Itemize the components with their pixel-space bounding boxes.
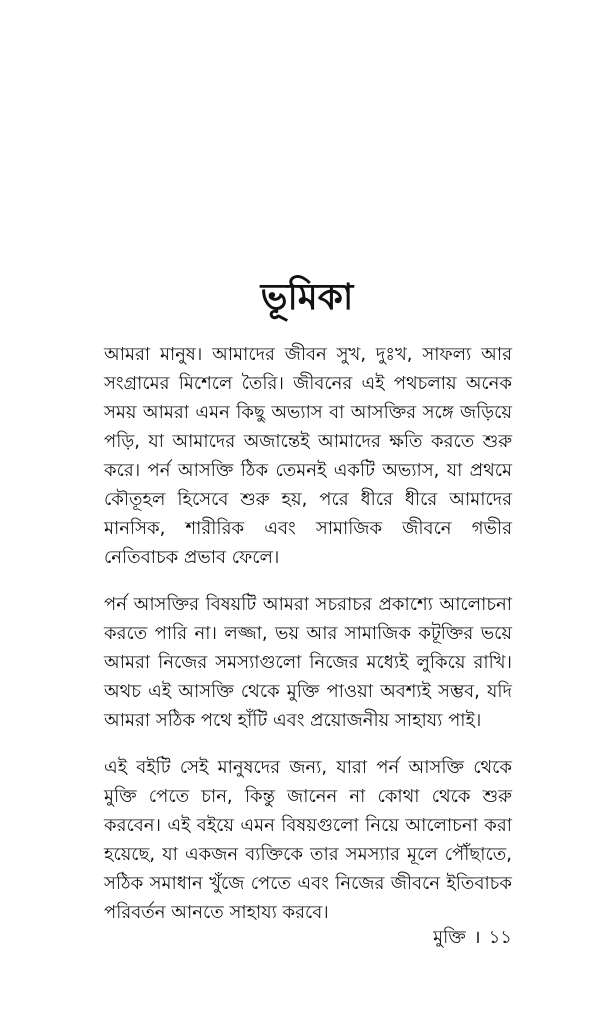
page-content [104, 340, 512, 945]
paragraph-2: পর্ন আসক্তির বিষয়টি আমরা সচরাচর প্রকাশ্যে আলোচনা করতে পারি না। লজ্জা, ভয় আর সামাজিক কটূক্তির ভয়ে আমরা নিজের সমস্যাগুলো নিজের মধ্যেই লুকিয়ে রাখি। অথচ এই আসক্তি থেকে মুক্তি পাওয়া অবশ্যই সম্ভব, যদি আমরা সঠিক পথে হাঁটি এবং প্রয়োজনীয় সাহায্য পাই। [104, 594, 512, 731]
paragraph-1: আমরা মানুষ। আমাদের জীবন সুখ, দুঃখ, সাফল্য আর সংগ্রামের মিশেলে তৈরি। জীবনের এই পথচলায় অনেক সময় আমরা এমন কিছু অভ্যাস বা আসক্তির সঙ্গে জড়িয়ে পড়ি, যা আমাদের অজান্তেই আমাদের ক্ষতি করতে শুরু করে। পর্ন আসক্তি ঠিক তেমনই একটি অভ্যাস, যা প্রথমে কৌতূহল হিসেবে শুরু হয়, পরে ধীরে ধীরে আমাদের মানসিক, শারীরিক এবং সামাজিক জীবনে গভীর নেতিবাচক প্রভাব ফেলে। [104, 344, 512, 568]
paragraph-3: এই বইটি সেই মানুষদের জন্য, যারা পর্ন আসক্তি থেকে মুক্তি পেতে চান, কিন্তু জানেন না কোথা থেকে শুরু করবেন। এই বইয়ে এমন বিষয়গুলো নিয়ে আলোচনা করা হয়েছে, যা একজন ব্যক্তিকে তার সমস্যার মূলে পৌঁছাতে, সঠিক সমাধান খুঁজে পেতে এবং নিজের জীবনে ইতিবাচক পরিবর্তন আনতে সাহায্য করবে। [104, 757, 512, 923]
footer-book-title: মুক্তি [433, 927, 466, 948]
page-title: ভূমিকা [260, 277, 354, 318]
footer-separator: । [473, 927, 481, 948]
page-number: ১১ [488, 927, 512, 948]
page-footer [433, 924, 512, 952]
